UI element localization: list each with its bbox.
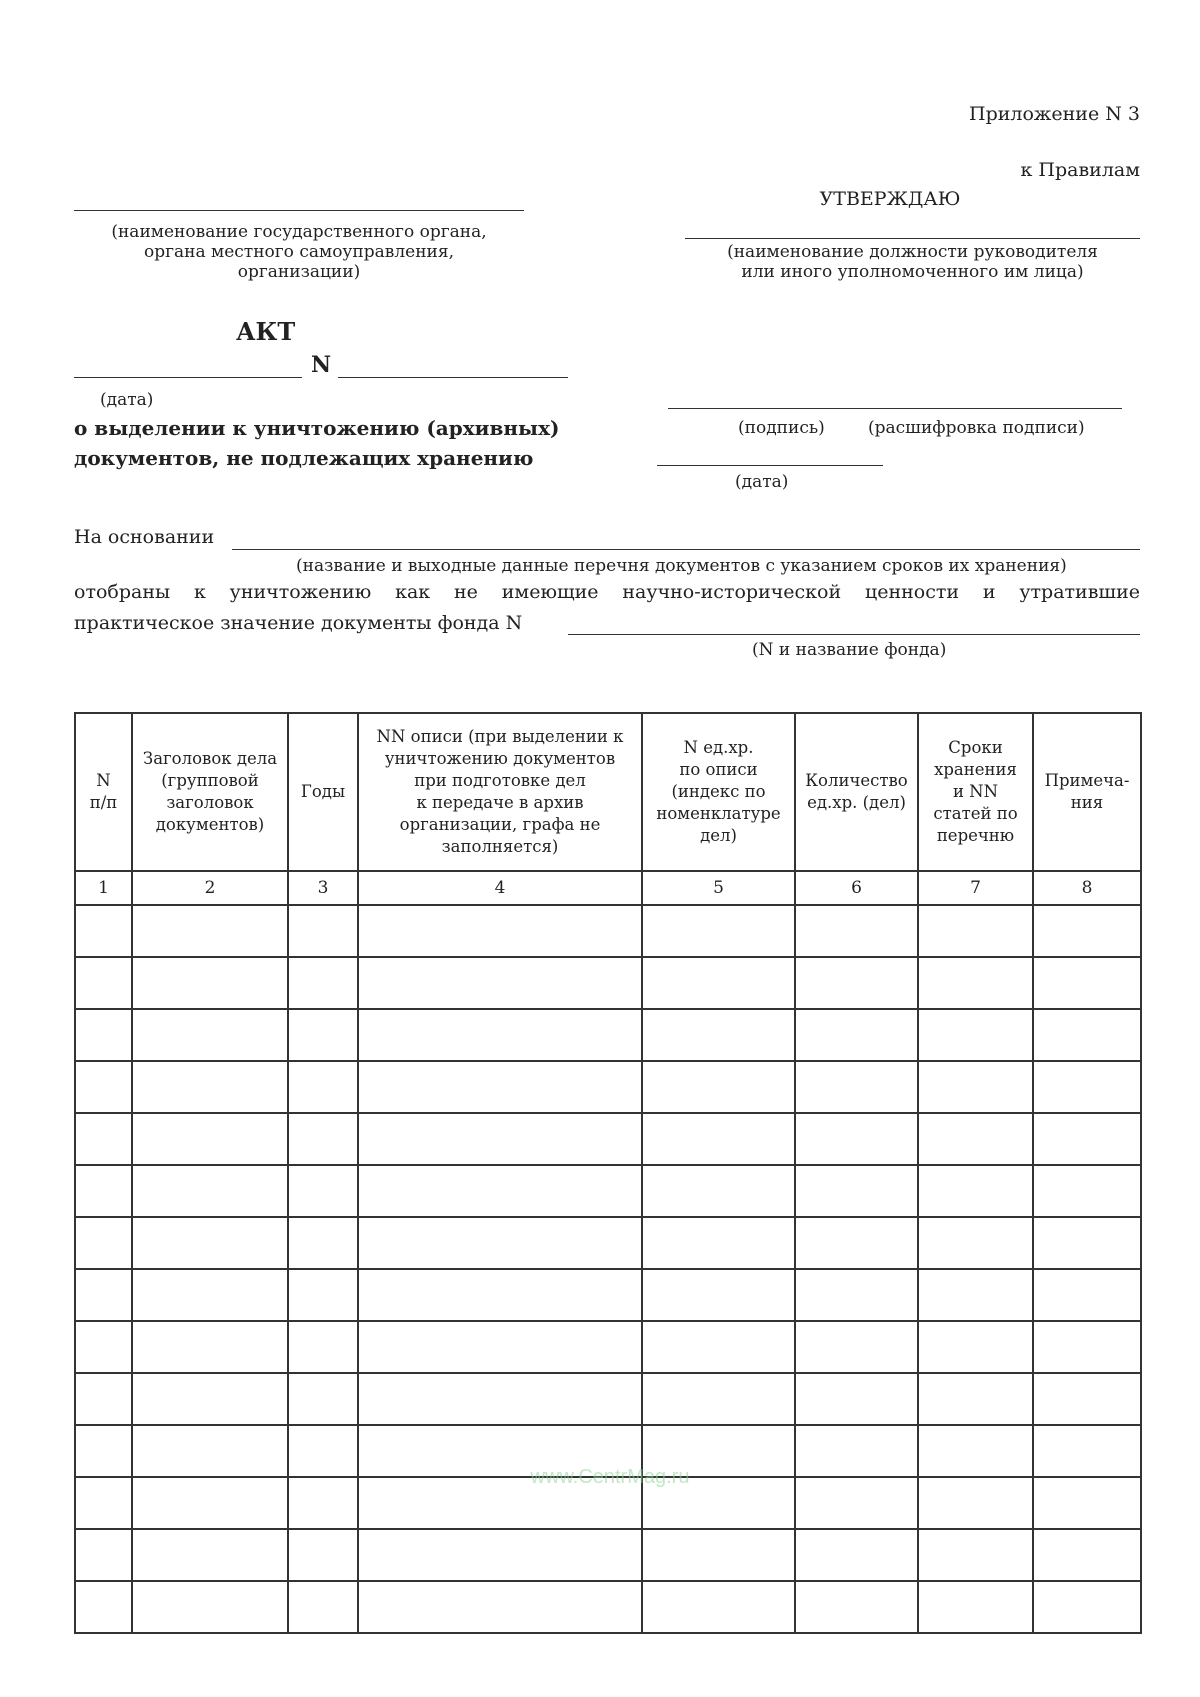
table-cell (75, 1425, 132, 1477)
org-name-hint: (наименование государственного органа, органа местного самоуправления, организации) (111, 222, 487, 282)
table-cell (1033, 905, 1141, 957)
table-cell (132, 1061, 288, 1113)
table-cell (358, 1165, 642, 1217)
table-cell (132, 1373, 288, 1425)
basis-text-line1: отобраны к уничтожению как не имеющие научно-исторической ценности и утратившие (74, 581, 1140, 603)
table-cell (642, 1165, 795, 1217)
table-row (75, 1009, 1141, 1061)
table-cell (132, 1009, 288, 1061)
table-cell (795, 1425, 918, 1477)
table-cell (918, 1113, 1033, 1165)
table-cell (75, 1581, 132, 1633)
table-cell (358, 1217, 642, 1269)
act-date-hint: (дата) (100, 390, 154, 410)
table-cell (1033, 1321, 1141, 1373)
table-cell (75, 1061, 132, 1113)
table-cell (918, 1217, 1033, 1269)
column-number: 3 (288, 871, 358, 905)
table-cell (358, 1269, 642, 1321)
table-row (75, 1165, 1141, 1217)
header-cell-quantity: Количество ед.хр. (дел) (795, 713, 918, 871)
table-cell (1033, 1425, 1141, 1477)
table-cell (795, 1581, 918, 1633)
table-row (75, 1321, 1141, 1373)
table-cell (642, 1217, 795, 1269)
table-cell (918, 1061, 1033, 1113)
table-cell (918, 1425, 1033, 1477)
column-number: 2 (132, 871, 288, 905)
act-subject: о выделении к уничтожению (архивных) документов, не подлежащих хранению (74, 416, 560, 470)
signature-line (668, 408, 1122, 409)
table-cell (1033, 1061, 1141, 1113)
table-cell (288, 1373, 358, 1425)
table-cell (132, 957, 288, 1009)
table-cell (1033, 1165, 1141, 1217)
table-cell (918, 1581, 1033, 1633)
header-cell-title: Заголовок дела (групповой заголовок документов) (132, 713, 288, 871)
approver-position-hint: (наименование должности руководителя или иного уполномоченного им лица) (727, 242, 1098, 282)
table-cell (358, 1061, 642, 1113)
table-cell (1033, 1217, 1141, 1269)
signature-decoding-hint: (расшифровка подписи) (868, 418, 1085, 438)
table-cell (918, 1529, 1033, 1581)
act-number-line (338, 377, 568, 378)
watermark: www.CentrMag.ru (530, 1466, 690, 1488)
table-row (75, 1581, 1141, 1633)
table-cell (132, 1581, 288, 1633)
table-cell (918, 1373, 1033, 1425)
basis-hint: (название и выходные данные перечня документов с указанием сроков их хранения) (296, 556, 1067, 576)
act-number-label: N (311, 352, 332, 378)
table-cell (918, 905, 1033, 957)
table-cell (795, 1061, 918, 1113)
table-row (75, 1113, 1141, 1165)
table-cell (288, 1009, 358, 1061)
table-cell (1033, 1373, 1141, 1425)
table-cell (75, 1321, 132, 1373)
approve-title: УТВЕРЖДАЮ (819, 188, 961, 210)
table-cell (795, 1217, 918, 1269)
table-cell (132, 1217, 288, 1269)
appendix-line2: к Правилам (1020, 159, 1140, 181)
fund-line (568, 634, 1140, 635)
table-cell (1033, 1113, 1141, 1165)
table-cell (358, 1113, 642, 1165)
table-cell (642, 1321, 795, 1373)
column-number: 1 (75, 871, 132, 905)
header-cell-number: N п/п (75, 713, 132, 871)
table-cell (358, 1529, 642, 1581)
table-cell (1033, 1581, 1141, 1633)
signature-hint: (подпись) (738, 418, 825, 438)
table-cell (132, 905, 288, 957)
table-cell (75, 905, 132, 957)
table-cell (75, 1529, 132, 1581)
table-row (75, 905, 1141, 957)
table-cell (795, 1373, 918, 1425)
table-cell (795, 1165, 918, 1217)
table-cell (358, 957, 642, 1009)
basis-label: На основании (74, 526, 215, 548)
table-cell (1033, 1477, 1141, 1529)
header-cell-retention: Сроки хранения и NN статей по перечню (918, 713, 1033, 871)
table-cell (1033, 957, 1141, 1009)
column-number: 6 (795, 871, 918, 905)
documents-table (74, 712, 1142, 1634)
header-cell-unit-number: N ед.хр. по описи (индекс по номенклатуре дел) (642, 713, 795, 871)
table-cell (288, 1529, 358, 1581)
table-row (75, 957, 1141, 1009)
table-cell (132, 1113, 288, 1165)
table-cell (288, 905, 358, 957)
table-cell (288, 1425, 358, 1477)
table-cell (288, 1581, 358, 1633)
table-cell (288, 957, 358, 1009)
table-cell (918, 1269, 1033, 1321)
table-cell (358, 1009, 642, 1061)
table-cell (918, 1165, 1033, 1217)
table-cell (358, 1321, 642, 1373)
table-cell (918, 1321, 1033, 1373)
table-cell (642, 1373, 795, 1425)
table-cell (288, 1061, 358, 1113)
table-header-row (75, 713, 1141, 871)
act-title: АКТ (236, 317, 296, 346)
table-cell (795, 1269, 918, 1321)
table-cell (642, 1269, 795, 1321)
column-number: 4 (358, 871, 642, 905)
table-cell (1033, 1269, 1141, 1321)
table-cell (642, 1061, 795, 1113)
table-cell (75, 1477, 132, 1529)
table-cell (75, 1009, 132, 1061)
table-cell (358, 905, 642, 957)
table-cell (642, 1581, 795, 1633)
table-cell (918, 957, 1033, 1009)
table-cell (642, 1009, 795, 1061)
header-cell-notes: Примеча- ния (1033, 713, 1141, 871)
table-cell (358, 1581, 642, 1633)
table-cell (75, 1269, 132, 1321)
table-cell (795, 1113, 918, 1165)
table-cell (918, 1009, 1033, 1061)
table-cell (75, 1373, 132, 1425)
table-cell (75, 1113, 132, 1165)
table-cell (132, 1165, 288, 1217)
table-cell (795, 1009, 918, 1061)
approve-date-hint: (дата) (735, 472, 789, 492)
column-number: 7 (918, 871, 1033, 905)
table-cell (642, 957, 795, 1009)
table-cell (288, 1321, 358, 1373)
table-cell (795, 1529, 918, 1581)
table-cell (288, 1269, 358, 1321)
table-cell (75, 1165, 132, 1217)
table-row (75, 1217, 1141, 1269)
table-cell (288, 1113, 358, 1165)
table-cell (795, 1321, 918, 1373)
table-cell (642, 905, 795, 957)
table-cell (132, 1269, 288, 1321)
table-cell (288, 1217, 358, 1269)
table-row (75, 1529, 1141, 1581)
table-row (75, 1373, 1141, 1425)
appendix-line1: Приложение N 3 (969, 103, 1140, 125)
table-cell (358, 1373, 642, 1425)
act-date-line (74, 377, 302, 378)
table-cell (75, 1217, 132, 1269)
table-cell (918, 1477, 1033, 1529)
column-number: 5 (642, 871, 795, 905)
table-cell (1033, 1009, 1141, 1061)
table-cell (288, 1477, 358, 1529)
table-cell (132, 1529, 288, 1581)
header-cell-years: Годы (288, 713, 358, 871)
table-cell (642, 1529, 795, 1581)
table-cell (132, 1321, 288, 1373)
table-cell (132, 1477, 288, 1529)
table-cell (795, 957, 918, 1009)
table-row (75, 1269, 1141, 1321)
table-cell (288, 1165, 358, 1217)
approver-position-line (685, 238, 1140, 239)
basis-text-line2: практическое значение документы фонда N (74, 612, 523, 634)
table-cell (132, 1425, 288, 1477)
header-cell-inventory: NN описи (при выделении к уничтожению документов при подготовке дел к передаче в архив организации, графа не заполняется) (358, 713, 642, 871)
table-cell (642, 1113, 795, 1165)
table-cell (75, 957, 132, 1009)
table-row (75, 1061, 1141, 1113)
column-number: 8 (1033, 871, 1141, 905)
table-cell (795, 905, 918, 957)
table-cell (795, 1477, 918, 1529)
table-cell (1033, 1529, 1141, 1581)
approve-date-line (657, 465, 883, 466)
org-name-line (74, 210, 524, 211)
fund-hint: (N и название фонда) (752, 640, 947, 660)
basis-line (232, 549, 1140, 550)
table-column-numbers-row (75, 871, 1141, 905)
